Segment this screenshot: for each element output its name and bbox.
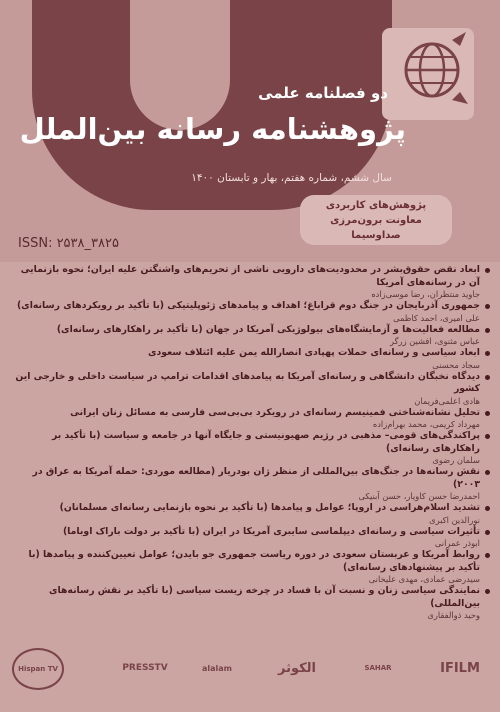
- article-title: دیدگاه نخبگان دانشگاهی و رسانه‌ای آمریکا به پیامدهای اقدامات ترامپ در سیاست داخلی و خارجی این کشور: [14, 371, 490, 396]
- article-title: جمهوری آذربایجان در جنگ دوم قراباغ؛ اهداف و پیامدهای ژئوپلیتیکی (با تأکید بر رویکردهای رسانه‌ای): [14, 300, 490, 313]
- sahar-logo: SAHAR: [364, 664, 392, 672]
- article-authors: سجاد محسنی: [432, 359, 480, 370]
- article-authors: ابوذر عمرانی: [434, 538, 480, 548]
- article-item: [14, 549, 490, 585]
- article-title: نمایندگی سیاسی زنان و نسبت آن با فساد در چرخه زیست سیاسی (با تأکید بر نقش رسانه‌های بین‌المللی): [14, 585, 490, 610]
- article-authors: سلمان رضوی: [432, 455, 480, 465]
- article-title: ابعاد نقض حقوق‌بشر در محدودیت‌های دارویی ناشی از تحریم‌های واشنگتن علیه ایران؛ نحوه بازنمایی آن در رسانه‌های آمریکا: [14, 264, 490, 289]
- emblem-cutout: [130, 0, 230, 130]
- issue-info: سال ششم، شماره هفتم، بهار و تابستان ۱۴۰۰: [191, 172, 392, 184]
- hispantv-logo: Hispan TV: [12, 648, 64, 690]
- article-authors: هادی اعلمی‌فریمان: [414, 395, 480, 406]
- sponsor-logos: [0, 630, 500, 712]
- article-authors: سیدرضی عمادی، مهدی علیخانی: [368, 574, 480, 584]
- article-authors: مهرداد کریمی، محمد بهرام‌زاده: [372, 419, 480, 429]
- article-authors: جاوید منتظران، رضا موسی‌زاده: [371, 289, 480, 299]
- globe-icon: [400, 30, 470, 110]
- article-item: [14, 430, 490, 466]
- article-authors: عباس مثنوی، افشین زرگر: [390, 336, 480, 346]
- article-authors: احمدرضا حسن کاویار، حسن آبنیکی: [358, 491, 480, 501]
- journal-subtitle: دو فصلنامه علمی: [258, 84, 388, 102]
- article-title: تشدید اسلام‌هراسی در اروپا؛ عوامل و پیامدها (با تأکید بر نحوه بازنمایی رسانه‌ای مسلمانان): [14, 502, 490, 515]
- article-item: [14, 526, 490, 550]
- journal-title: پژوهشنامه رسانه بین‌الملل: [19, 112, 406, 146]
- alalam-logo: alalam: [201, 663, 232, 673]
- article-item: [14, 585, 490, 621]
- article-authors: وحید ذوالفقاری: [427, 610, 480, 620]
- presstv-logo: PRESSTV: [122, 663, 168, 673]
- article-item: [14, 502, 490, 526]
- alkawthar-logo: الكوثر: [277, 660, 317, 676]
- ifilm-logo: IFILM: [440, 660, 480, 676]
- article-title: مطالعه فعالیت‌ها و آزمایشگاه‌های بیولوژیکی آمریکا در جهان (با تأکید بر راهکارهای رسانه‌ای): [14, 324, 490, 337]
- article-title: روابط آمریکا و عربستان سعودی در دوره ریاست جمهوری جو بایدن؛ عوامل تعیین‌کننده و پیامدها (با تأکید بر پیشنهادهای رسانه‌ای): [14, 549, 490, 574]
- publisher-line: معاونت برون‌مرزی: [330, 215, 422, 226]
- article-authors: علی امیری، احمد کاظمی: [393, 312, 480, 323]
- article-item: [14, 347, 490, 371]
- publisher-line: پژوهش‌های کاربردی: [325, 200, 427, 211]
- article-title: ابعاد سیاسی و رسانه‌ای حملات پهپادی انصارالله یمن علیه ائتلاف سعودی: [14, 347, 490, 360]
- article-item: [14, 466, 490, 502]
- article-item: [14, 324, 490, 348]
- article-title: پراکندگی‌های قومی– مذهبی در رژیم صهیونیستی و جایگاه آنها در جامعه و سیاست (با تأکید بر راهکارهای رسانه‌ای): [14, 430, 490, 455]
- publisher-box: [300, 195, 452, 245]
- issn-number: ISSN: ۲۵۳۸_۳۸۲۵: [18, 236, 119, 251]
- article-item: [14, 264, 490, 300]
- article-list: [14, 264, 490, 621]
- article-item: [14, 300, 490, 324]
- article-authors: نورالدین اکبری: [429, 514, 480, 525]
- article-title: تأثیرات سیاسی و رسانه‌ای دیپلماسی سایبری آمریکا در ایران (با تأکید بر دولت باراک اوباما): [14, 526, 490, 539]
- article-item: [14, 407, 490, 431]
- article-item: [14, 371, 490, 407]
- article-title: نقش رسانه‌ها در جنگ‌های بین‌المللی از منظر ژان بودریار (مطالعه موردی: حمله آمریکا به عراق در ۲۰۰۳): [14, 466, 490, 491]
- article-title: تحلیل نشانه‌شناختی فمینیسم رسانه‌ای در رویکرد بی‌بی‌سی فارسی به مسائل زنان ایرانی: [14, 407, 490, 420]
- publisher-line: صداوسیما: [351, 230, 401, 241]
